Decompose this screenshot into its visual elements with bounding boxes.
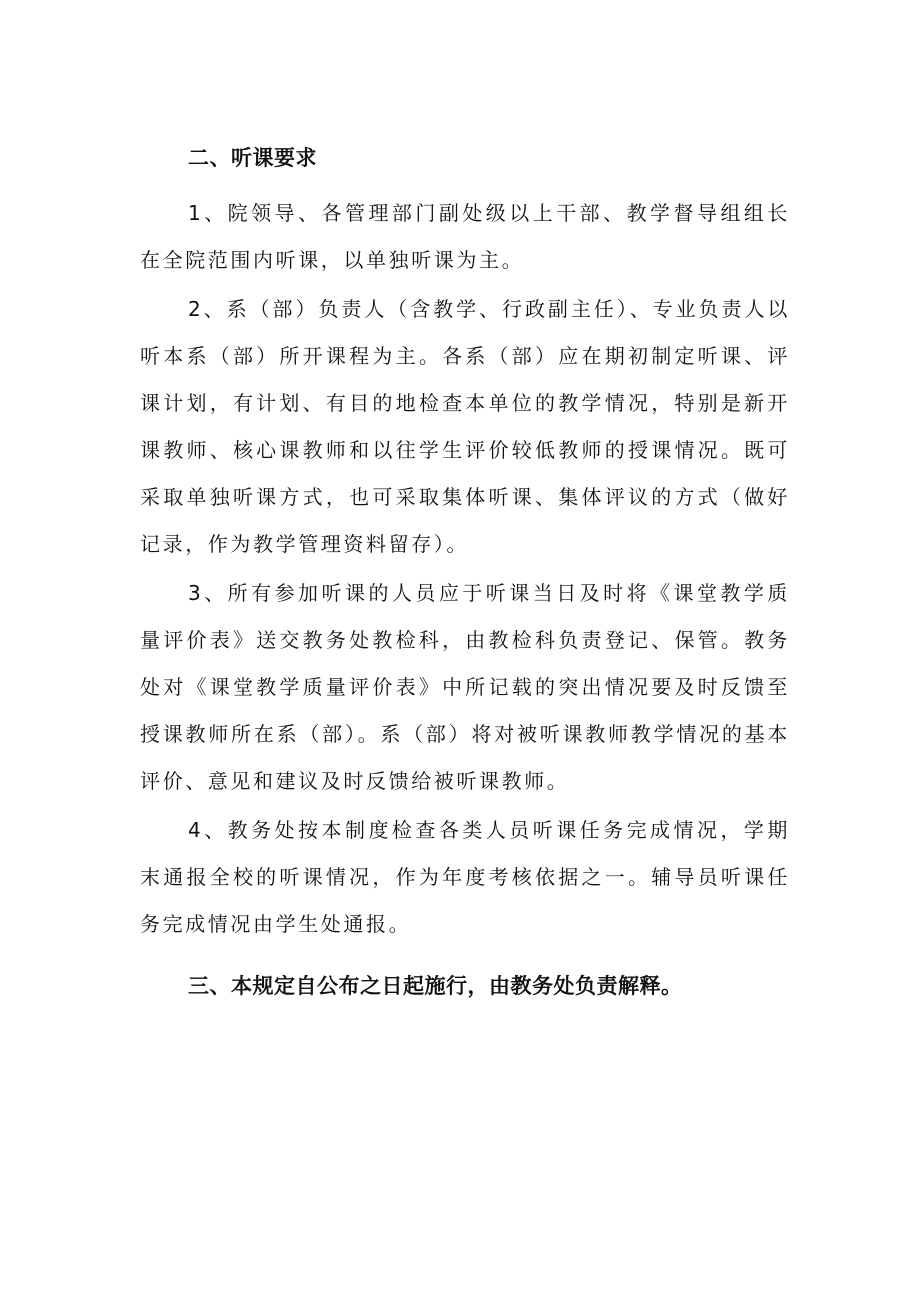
section-three-heading: 三、本规定自公布之日起施行，由教务处负责解释。 [188, 974, 683, 998]
paragraph-1: 1、院领导、各管理部门副处级以上干部、教学督导组组长在全院范围内听课，以单独听课为主。 [140, 201, 790, 272]
document-body [140, 140, 790, 1004]
paragraph-4: 4、教务处按本制度检查各类人员听课任务完成情况，学期末通报全校的听课情况，作为年度考核依据之一。辅导员听课任务完成情况由学生处通报。 [140, 818, 790, 936]
paragraph-3: 3、所有参加听课的人员应于听课当日及时将《课堂教学质量评价表》送交教务处教检科，由教检科负责登记、保管。教务处对《课堂教学质量评价表》中所记载的突出情况要及时反馈至授课教师所在系（部）。系（部）将对被听课教师教学情况的基本评价、意见和建议及时反馈给被听课教师。 [140, 581, 790, 793]
section-two-heading: 二、听课要求 [188, 146, 317, 170]
paragraph-2: 2、系（部）负责人（含教学、行政副主任）、专业负责人以听本系（部）所开课程为主。各系（部）应在期初制定听课、评课计划，有计划、有目的地检查本单位的教学情况，特别是新开课教师、核心课教师和以往学生评价较低教师的授课情况。既可采取单独听课方式，也可采取集体听课、集体评议的方式（做好记录，作为教学管理资料留存）。 [140, 297, 790, 556]
